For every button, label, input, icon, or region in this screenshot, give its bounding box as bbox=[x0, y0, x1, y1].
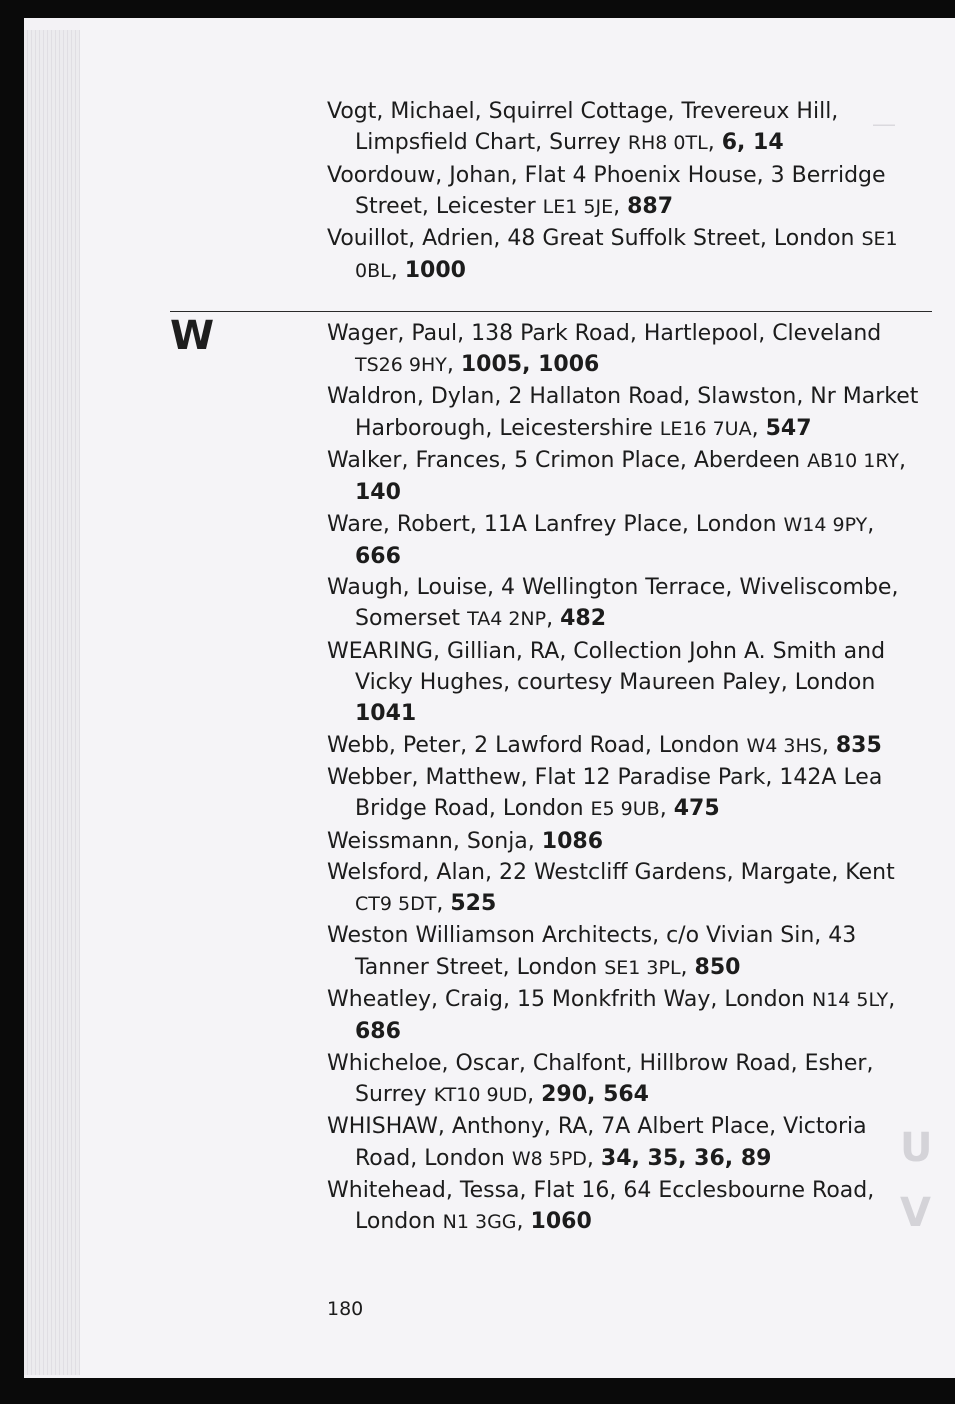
entry-postcode: AB10 1RY bbox=[807, 449, 899, 472]
entry-name-address: WEARING, Gillian, RA, Collection John A. Smith and Vicky Hughes, courtesy Maureen Paley, London bbox=[327, 638, 886, 696]
entry-postcode: N14 5LY bbox=[812, 989, 889, 1012]
entry-postcode: TS26 9HY bbox=[355, 354, 447, 377]
entry-separator: , bbox=[867, 511, 875, 537]
entry-page-numbers: 34, 35, 36, 89 bbox=[600, 1145, 772, 1171]
section-letter: W bbox=[170, 313, 213, 359]
entry-postcode: RH8 0TL bbox=[627, 132, 708, 155]
entry-name-address: Weissmann, Sonja, bbox=[327, 828, 542, 854]
entry-name-address: Ware, Robert, 11A Lanfrey Place, London bbox=[327, 511, 784, 537]
index-entry bbox=[327, 920, 927, 984]
entry-page-numbers: 6, 14 bbox=[721, 130, 784, 156]
entry-separator: , bbox=[516, 1209, 531, 1235]
index-entry bbox=[327, 572, 927, 636]
index-entry bbox=[327, 160, 927, 224]
index-entry bbox=[327, 223, 927, 288]
entry-postcode: TA4 2NP bbox=[467, 608, 547, 631]
page-stack-edges bbox=[24, 30, 84, 1375]
show-through-letter-u: U bbox=[900, 1125, 933, 1171]
page-number: 180 bbox=[327, 1298, 364, 1320]
index-entry bbox=[327, 762, 927, 826]
entry-postcode: KT10 9UD bbox=[433, 1083, 528, 1106]
entry-postcode: SE1 3PL bbox=[604, 956, 681, 979]
entry-postcode: LE16 7UA bbox=[659, 417, 752, 440]
entry-separator: , bbox=[659, 796, 674, 822]
index-entry bbox=[327, 730, 927, 762]
entry-page-numbers: 547 bbox=[765, 415, 812, 441]
entry-page-numbers: 1060 bbox=[530, 1209, 592, 1235]
entry-page-numbers: 835 bbox=[835, 732, 882, 758]
index-entry bbox=[327, 1048, 927, 1112]
entries-before-w bbox=[327, 96, 927, 288]
entry-separator: , bbox=[888, 987, 896, 1013]
entry-separator: , bbox=[707, 130, 722, 156]
entry-name-address: Weston Williamson Architects, c/o Vivian Sin, 43 Tanner Street, London bbox=[327, 923, 857, 980]
entry-separator: , bbox=[390, 258, 405, 284]
entry-name-address: Wheatley, Craig, 15 Monkfrith Way, London bbox=[327, 987, 812, 1013]
entry-postcode: W8 5PD bbox=[511, 1147, 587, 1170]
entry-postcode: N1 3GG bbox=[442, 1211, 517, 1234]
entry-separator: , bbox=[613, 193, 628, 219]
entry-page-numbers: 1005, 1006 bbox=[460, 352, 600, 378]
entry-separator: , bbox=[527, 1081, 542, 1107]
entry-name-address: Whicheloe, Oscar, Chalfont, Hillbrow Road, Esher, Surrey bbox=[327, 1050, 874, 1107]
index-entry bbox=[327, 381, 927, 445]
entry-postcode: W4 3HS bbox=[746, 734, 822, 757]
entry-name-address: Webb, Peter, 2 Lawford Road, London bbox=[327, 732, 747, 758]
entry-page-numbers: 666 bbox=[355, 543, 401, 569]
entry-name-address: Vogt, Michael, Squirrel Cottage, Trevereux Hill, Limpsfield Chart, Surrey bbox=[327, 99, 839, 156]
entry-separator: , bbox=[436, 891, 451, 917]
index-entry bbox=[327, 984, 927, 1048]
entry-postcode: E5 9UB bbox=[590, 798, 660, 821]
entry-page-numbers: 482 bbox=[560, 606, 607, 632]
index-entry bbox=[327, 509, 927, 573]
entry-name-address: Voordouw, Johan, Flat 4 Phoenix House, 3 Berridge Street, Leicester bbox=[327, 162, 886, 219]
entry-page-numbers: 1041 bbox=[355, 701, 417, 727]
entry-page-numbers: 887 bbox=[627, 193, 674, 219]
index-entries bbox=[327, 96, 927, 1238]
entry-page-numbers: 475 bbox=[673, 796, 720, 822]
entry-separator: , bbox=[680, 954, 695, 980]
entries-w bbox=[327, 318, 927, 1239]
entry-page-numbers: 140 bbox=[355, 480, 401, 506]
entry-page-numbers: 1000 bbox=[404, 258, 466, 284]
entry-page-numbers: 850 bbox=[694, 954, 741, 980]
entry-page-numbers: 686 bbox=[355, 1019, 401, 1045]
entry-separator: , bbox=[751, 415, 766, 441]
entry-separator: , bbox=[446, 352, 461, 378]
entry-separator: , bbox=[546, 606, 561, 632]
show-through-text: — bbox=[873, 111, 895, 136]
entry-name-address: Whitehead, Tessa, Flat 16, 64 Ecclesbourne Road, London bbox=[327, 1177, 875, 1235]
entry-separator: , bbox=[586, 1145, 601, 1171]
entry-name-address: Vouillot, Adrien, 48 Great Suffolk Street, London bbox=[327, 226, 862, 252]
entry-postcode: SE1 0BL bbox=[355, 228, 898, 283]
entry-name-address: Webber, Matthew, Flat 12 Paradise Park, 142A Lea Bridge Road, London bbox=[327, 764, 883, 822]
entry-name-address: Waldron, Dylan, 2 Hallaton Road, Slawston, Nr Market Harborough, Leicestershire bbox=[327, 384, 919, 441]
show-through-letter-v: V bbox=[900, 1190, 931, 1236]
entry-postcode: CT9 5DT bbox=[355, 893, 437, 916]
entry-name-address: WHISHAW, Anthony, RA, 7A Albert Place, Victoria Road, London bbox=[327, 1114, 867, 1171]
index-entry bbox=[327, 318, 927, 382]
index-entry bbox=[327, 826, 927, 857]
index-entry bbox=[327, 636, 927, 730]
entry-page-numbers: 525 bbox=[450, 891, 497, 917]
index-entry bbox=[327, 445, 927, 509]
index-entry bbox=[327, 857, 927, 921]
index-entry bbox=[327, 1175, 927, 1239]
entry-page-numbers: 1086 bbox=[541, 828, 604, 854]
index-entry bbox=[327, 1111, 927, 1175]
entry-postcode: LE1 5JE bbox=[542, 195, 614, 218]
entry-name-address: Walker, Frances, 5 Crimon Place, Aberdeen bbox=[327, 447, 808, 473]
entry-name-address: Waugh, Louise, 4 Wellington Terrace, Wiveliscombe, Somerset bbox=[327, 575, 899, 632]
entry-separator: , bbox=[899, 447, 906, 473]
entry-name-address: Wager, Paul, 138 Park Road, Hartlepool, Cleveland bbox=[327, 320, 882, 346]
entry-name-address: Welsford, Alan, 22 Westcliff Gardens, Margate, Kent bbox=[327, 859, 895, 885]
entry-page-numbers: 290, 564 bbox=[541, 1081, 649, 1107]
entry-separator: , bbox=[821, 732, 836, 758]
index-entry bbox=[327, 96, 927, 160]
entry-postcode: W14 9PY bbox=[783, 513, 868, 536]
